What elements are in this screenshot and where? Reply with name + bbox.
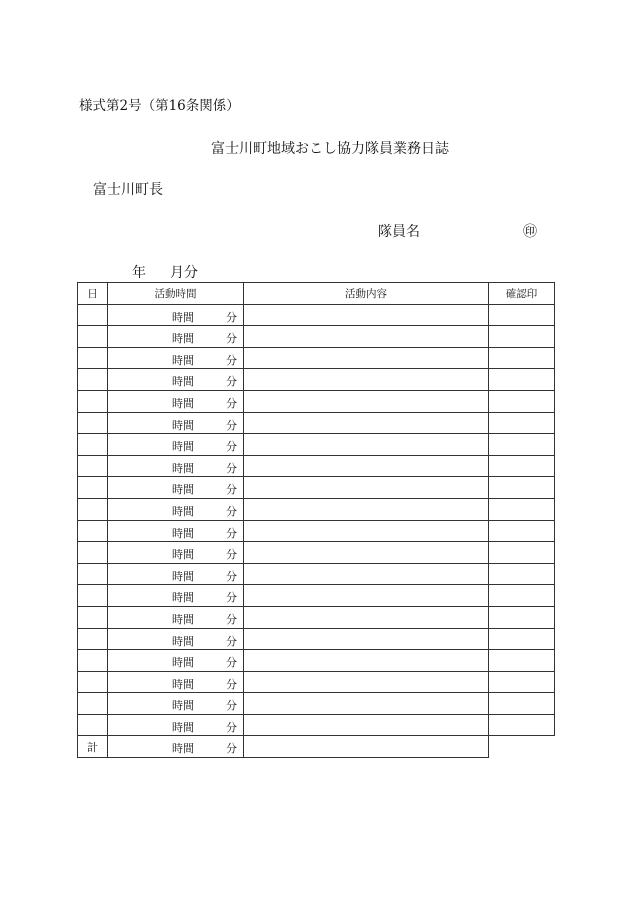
log-row xyxy=(78,693,555,715)
log-row xyxy=(78,563,555,585)
hours-cell[interactable] xyxy=(108,304,244,326)
minute-unit: 分 xyxy=(226,634,237,648)
minute-unit: 分 xyxy=(226,483,237,497)
hours-cell[interactable] xyxy=(108,736,244,758)
stamp-cell[interactable] xyxy=(489,693,555,715)
content-cell[interactable] xyxy=(244,714,489,736)
log-row xyxy=(78,326,555,348)
form-number: 様式第2号（第16条関係） xyxy=(79,98,240,114)
log-row xyxy=(78,455,555,477)
day-cell[interactable] xyxy=(78,671,108,693)
header-content: 活動内容 xyxy=(244,283,489,305)
minute-unit: 分 xyxy=(226,332,237,346)
activity-log-table xyxy=(77,282,555,758)
stamp-cell[interactable] xyxy=(489,455,555,477)
hour-unit: 時間 xyxy=(172,504,194,518)
hour-unit: 時間 xyxy=(172,548,194,562)
minute-unit: 分 xyxy=(226,569,237,583)
hours-cell[interactable] xyxy=(108,542,244,564)
log-row xyxy=(78,585,555,607)
day-cell[interactable] xyxy=(78,714,108,736)
total-content-cell xyxy=(244,736,489,758)
hour-unit: 時間 xyxy=(172,677,194,691)
hours-cell[interactable] xyxy=(108,498,244,520)
hours-cell[interactable] xyxy=(108,671,244,693)
hours-cell[interactable] xyxy=(108,434,244,456)
day-cell[interactable] xyxy=(78,693,108,715)
header-day: 日 xyxy=(78,283,108,305)
stamp-cell[interactable] xyxy=(489,671,555,693)
hours-cell[interactable] xyxy=(108,455,244,477)
log-row xyxy=(78,390,555,412)
log-row xyxy=(78,650,555,672)
day-cell[interactable] xyxy=(78,412,108,434)
hours-cell[interactable] xyxy=(108,563,244,585)
content-cell[interactable] xyxy=(244,520,489,542)
hours-cell[interactable] xyxy=(108,347,244,369)
content-cell[interactable] xyxy=(244,412,489,434)
hour-unit: 時間 xyxy=(172,332,194,346)
content-cell[interactable] xyxy=(244,369,489,391)
hour-unit: 時間 xyxy=(172,396,194,410)
content-cell[interactable] xyxy=(244,671,489,693)
hours-cell[interactable] xyxy=(108,326,244,348)
content-cell[interactable] xyxy=(244,650,489,672)
content-cell[interactable] xyxy=(244,606,489,628)
header-row xyxy=(78,283,555,305)
hour-unit: 時間 xyxy=(172,591,194,605)
minute-unit: 分 xyxy=(226,526,237,540)
day-cell[interactable] xyxy=(78,542,108,564)
content-cell[interactable] xyxy=(244,347,489,369)
day-cell[interactable] xyxy=(78,347,108,369)
content-cell[interactable] xyxy=(244,563,489,585)
year-label: 年 xyxy=(132,265,146,281)
period-line xyxy=(132,262,198,282)
stamp-cell[interactable] xyxy=(489,369,555,391)
stamp-cell[interactable] xyxy=(489,412,555,434)
day-cell[interactable] xyxy=(78,455,108,477)
content-cell[interactable] xyxy=(244,628,489,650)
hours-cell[interactable] xyxy=(108,650,244,672)
day-cell[interactable] xyxy=(78,369,108,391)
hours-cell[interactable] xyxy=(108,412,244,434)
stamp-cell[interactable] xyxy=(489,714,555,736)
minute-unit: 分 xyxy=(226,461,237,475)
minute-unit: 分 xyxy=(226,742,237,756)
hour-unit: 時間 xyxy=(172,310,194,324)
hour-unit: 時間 xyxy=(172,526,194,540)
day-cell[interactable] xyxy=(78,390,108,412)
log-row xyxy=(78,520,555,542)
hours-cell[interactable] xyxy=(108,606,244,628)
addressee: 富士川町長 xyxy=(93,182,163,198)
minute-unit: 分 xyxy=(226,440,237,454)
log-row xyxy=(78,628,555,650)
content-cell[interactable] xyxy=(244,455,489,477)
log-row xyxy=(78,369,555,391)
hours-cell[interactable] xyxy=(108,477,244,499)
minute-unit: 分 xyxy=(226,310,237,324)
hour-unit: 時間 xyxy=(172,699,194,713)
minute-unit: 分 xyxy=(226,699,237,713)
day-cell[interactable] xyxy=(78,650,108,672)
day-cell[interactable] xyxy=(78,326,108,348)
header-hours: 活動時間 xyxy=(108,283,244,305)
day-cell[interactable] xyxy=(78,498,108,520)
day-cell[interactable] xyxy=(78,628,108,650)
month-label: 月分 xyxy=(170,265,198,281)
content-cell[interactable] xyxy=(244,390,489,412)
hour-unit: 時間 xyxy=(172,440,194,454)
hour-unit: 時間 xyxy=(172,720,194,734)
content-cell[interactable] xyxy=(244,585,489,607)
stamp-cell[interactable] xyxy=(489,520,555,542)
stamp-cell[interactable] xyxy=(489,390,555,412)
hour-unit: 時間 xyxy=(172,353,194,367)
log-row xyxy=(78,542,555,564)
minute-unit: 分 xyxy=(226,353,237,367)
content-cell[interactable] xyxy=(244,326,489,348)
stamp-cell[interactable] xyxy=(489,606,555,628)
stamp-cell[interactable] xyxy=(489,498,555,520)
hour-unit: 時間 xyxy=(172,569,194,583)
minute-unit: 分 xyxy=(226,720,237,734)
stamp-cell[interactable] xyxy=(489,628,555,650)
day-cell[interactable] xyxy=(78,434,108,456)
document-title: 富士川町地域おこし協力隊員業務日誌 xyxy=(211,141,449,157)
hours-cell[interactable] xyxy=(108,628,244,650)
log-row xyxy=(78,412,555,434)
member-name-label: 隊員名 xyxy=(378,224,420,240)
day-cell[interactable] xyxy=(78,606,108,628)
stamp-cell[interactable] xyxy=(489,434,555,456)
hour-unit: 時間 xyxy=(172,375,194,389)
content-cell[interactable] xyxy=(244,434,489,456)
day-cell[interactable] xyxy=(78,563,108,585)
log-row xyxy=(78,714,555,736)
stamp-cell[interactable] xyxy=(489,477,555,499)
minute-unit: 分 xyxy=(226,418,237,432)
log-row xyxy=(78,477,555,499)
hours-cell[interactable] xyxy=(108,714,244,736)
minute-unit: 分 xyxy=(226,677,237,691)
log-row xyxy=(78,434,555,456)
log-row xyxy=(78,347,555,369)
day-cell[interactable] xyxy=(78,304,108,326)
stamp-cell[interactable] xyxy=(489,563,555,585)
total-row xyxy=(78,736,555,758)
minute-unit: 分 xyxy=(226,548,237,562)
hours-cell[interactable] xyxy=(108,520,244,542)
hour-unit: 時間 xyxy=(172,656,194,670)
hour-unit: 時間 xyxy=(172,612,194,626)
day-cell[interactable] xyxy=(78,585,108,607)
log-row xyxy=(78,304,555,326)
content-cell[interactable] xyxy=(244,693,489,715)
stamp-cell[interactable] xyxy=(489,585,555,607)
hours-cell[interactable] xyxy=(108,693,244,715)
hour-unit: 時間 xyxy=(172,742,194,756)
minute-unit: 分 xyxy=(226,396,237,410)
minute-unit: 分 xyxy=(226,656,237,670)
stamp-cell[interactable] xyxy=(489,650,555,672)
content-cell[interactable] xyxy=(244,477,489,499)
log-row xyxy=(78,606,555,628)
stamp-cell[interactable] xyxy=(489,542,555,564)
hours-cell[interactable] xyxy=(108,585,244,607)
content-cell[interactable] xyxy=(244,498,489,520)
stamp-cell[interactable] xyxy=(489,347,555,369)
minute-unit: 分 xyxy=(226,375,237,389)
stamp-cell[interactable] xyxy=(489,304,555,326)
day-cell[interactable] xyxy=(78,477,108,499)
minute-unit: 分 xyxy=(226,612,237,626)
hour-unit: 時間 xyxy=(172,461,194,475)
hour-unit: 時間 xyxy=(172,418,194,432)
hours-cell[interactable] xyxy=(108,369,244,391)
minute-unit: 分 xyxy=(226,504,237,518)
total-label: 計 xyxy=(78,736,108,758)
day-cell[interactable] xyxy=(78,520,108,542)
header-stamp: 確認印 xyxy=(489,283,555,305)
hour-unit: 時間 xyxy=(172,634,194,648)
seal-mark: ㊞ xyxy=(523,224,537,240)
minute-unit: 分 xyxy=(226,591,237,605)
content-cell[interactable] xyxy=(244,304,489,326)
hours-cell[interactable] xyxy=(108,390,244,412)
content-cell[interactable] xyxy=(244,542,489,564)
hour-unit: 時間 xyxy=(172,483,194,497)
log-row xyxy=(78,498,555,520)
stamp-cell[interactable] xyxy=(489,326,555,348)
log-row xyxy=(78,671,555,693)
